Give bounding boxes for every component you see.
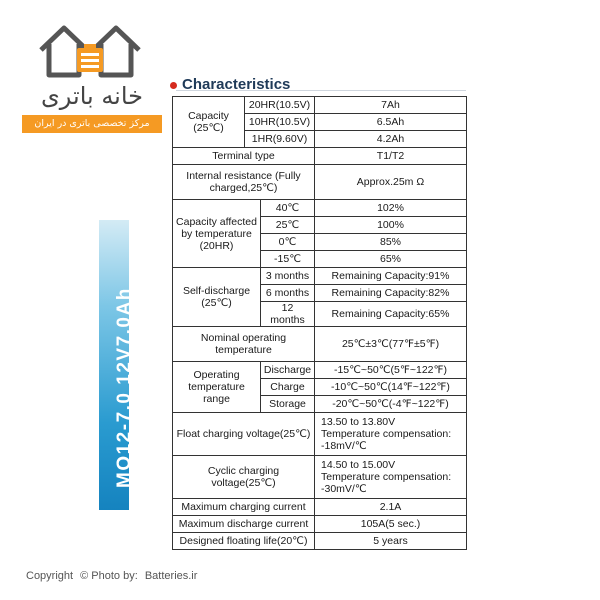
value-cell: 85% (315, 234, 467, 251)
terminal-value: T1/T2 (315, 148, 467, 165)
table-row (173, 533, 467, 550)
float-voltage-line3: -18mV/℃ (321, 440, 367, 452)
table-row (173, 148, 467, 165)
max-charge-current-label: Maximum charging current (173, 499, 315, 516)
copyright-text: Copyright (26, 570, 74, 582)
internal-resistance-value: Approx.25m Ω (315, 165, 467, 200)
float-voltage-line1: 13.50 to 13.80V (321, 416, 396, 428)
photo-by-text: © Photo by: (80, 570, 138, 582)
table-row (173, 413, 467, 456)
value-cell: -20℃~50℃(-4℉~122℉) (315, 396, 467, 413)
value-cell: Remaining Capacity:91% (315, 268, 467, 285)
cyclic-voltage-value (315, 456, 467, 499)
value-cell: 102% (315, 200, 467, 217)
mode-cell: Storage (261, 396, 315, 413)
cyclic-voltage-label: Cyclic charging voltage(25℃) (173, 456, 315, 499)
table-row (173, 516, 467, 533)
self-discharge-label: Self-discharge (25℃) (173, 268, 261, 327)
table-row (173, 200, 467, 217)
cyclic-voltage-line2: Temperature compensation: (321, 471, 452, 483)
table-row (173, 362, 467, 379)
period-cell: 3 months (261, 268, 315, 285)
temp-cell: -15℃ (261, 251, 315, 268)
footer-credit (26, 570, 201, 582)
operating-range-label: Operating temperature range (173, 362, 261, 413)
table-row (173, 456, 467, 499)
temp-cell: 40℃ (261, 200, 315, 217)
heading-text: Characteristics (182, 76, 291, 93)
floating-life-value: 5 years (315, 533, 467, 550)
table-row (173, 499, 467, 516)
mode-cell: Charge (261, 379, 315, 396)
float-voltage-value (315, 413, 467, 456)
float-voltage-label: Float charging voltage(25℃) (173, 413, 315, 456)
source-link[interactable]: Batteries.ir (144, 570, 198, 582)
value-cell: 6.5Ah (315, 114, 467, 131)
characteristics-table (172, 96, 467, 550)
logo-subtitle: مرکز تخصصی باتری در ایران (22, 115, 162, 133)
value-cell: Remaining Capacity:82% (315, 285, 467, 302)
terminal-label: Terminal type (173, 148, 315, 165)
nominal-temp-label: Nominal operating temperature (173, 327, 315, 362)
temp-cell: 25℃ (261, 217, 315, 234)
float-voltage-line2: Temperature compensation: (321, 428, 452, 440)
floating-life-label: Designed floating life(20℃) (173, 533, 315, 550)
mode-cell: Discharge (261, 362, 315, 379)
value-cell: Remaining Capacity:65% (315, 302, 467, 327)
temp-capacity-label: Capacity affected by temperature (20HR) (173, 200, 261, 268)
rate-cell: 20HR(10.5V) (245, 97, 315, 114)
table-row (173, 165, 467, 200)
cyclic-voltage-line3: -30mV/℃ (321, 483, 367, 495)
max-charge-current-value: 2.1A (315, 499, 467, 516)
value-cell: -10℃~50℃(14℉~122℉) (315, 379, 467, 396)
cyclic-voltage-line1: 14.50 to 15.00V (321, 459, 396, 471)
temp-cell: 0℃ (261, 234, 315, 251)
bullet-dot-icon (170, 82, 177, 89)
value-cell: 4.2Ah (315, 131, 467, 148)
period-cell: 12 months (261, 302, 315, 327)
value-cell: 100% (315, 217, 467, 234)
max-discharge-current-value: 105A(5 sec.) (315, 516, 467, 533)
value-cell: 65% (315, 251, 467, 268)
value-cell: -15℃~50℃(5℉~122℉) (315, 362, 467, 379)
max-discharge-current-label: Maximum discharge current (173, 516, 315, 533)
house-battery-icon (37, 20, 147, 80)
rate-cell: 10HR(10.5V) (245, 114, 315, 131)
model-side-label: MO12-7.0 12V7.0Ah (114, 287, 135, 488)
nominal-temp-value: 25℃±3℃(77℉±5℉) (315, 327, 467, 362)
period-cell: 6 months (261, 285, 315, 302)
value-cell: 7Ah (315, 97, 467, 114)
table-row (173, 327, 467, 362)
table-row (173, 268, 467, 285)
capacity-label: Capacity (25℃) (173, 97, 245, 148)
table-row (173, 97, 467, 114)
logo-title: خانه باتری (40, 82, 144, 110)
internal-resistance-label: Internal resistance (Fully charged,25℃) (173, 165, 315, 200)
rate-cell: 1HR(9.60V) (245, 131, 315, 148)
heading-divider (176, 90, 466, 91)
site-logo (22, 20, 162, 135)
